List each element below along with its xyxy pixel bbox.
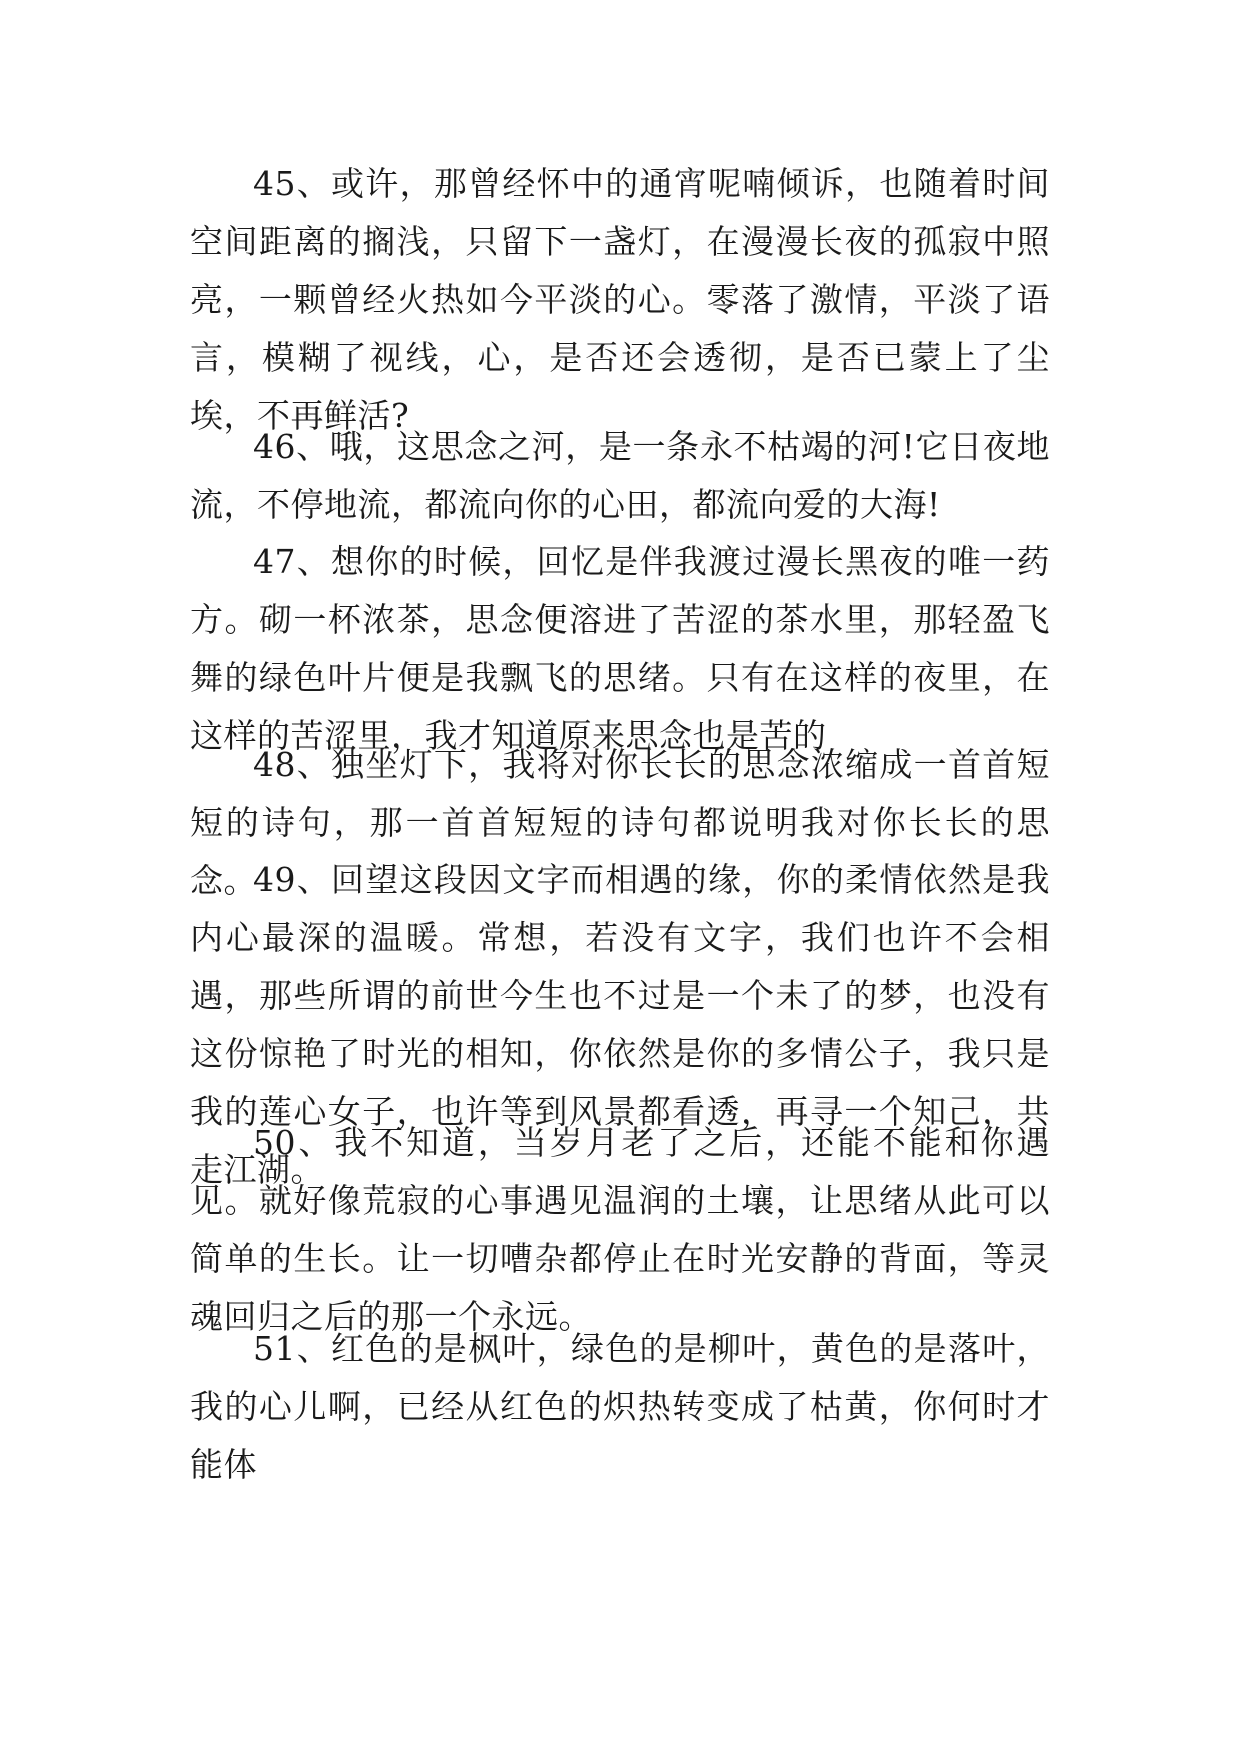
paragraph-46: 46、哦，这思念之河，是一条永不枯竭的河!它日夜地流，不停地流，都流向你的心田，都流向爱的大海!	[190, 427, 1050, 524]
paragraph-49: 49、回望这段因文字而相遇的缘，你的柔情依然是我内心最深的温暖。常想，若没有文字，我们也许不会相遇，那些所谓的前世今生也不过是一个未了的梦，也没有这份惊艳了时光的相知，你依然是你的多情公子，我只是我的莲心女子，也许等到风景都看透，再寻一个知己，共走江湖。	[190, 860, 1050, 1189]
paragraph-45: 45、或许，那曾经怀中的通宵呢喃倾诉，也随着时间空间距离的搁浅，只留下一盏灯，在漫漫长夜的孤寂中照亮，一颗曾经火热如今平淡的心。零落了激情，平淡了语言，模糊了视线，心，是否还会透彻，是否已蒙上了尘埃，不再鲜活?	[190, 164, 1050, 435]
paragraph-50: 50、我不知道，当岁月老了之后，还能不能和你遇见。就好像荒寂的心事遇见温润的土壤，让思绪从此可以简单的生长。让一切嘈杂都停止在时光安静的背面，等灵魂回归之后的那一个永远。	[190, 1123, 1050, 1336]
paragraph-48: 48、独坐灯下，我将对你长长的思念浓缩成一首首短短的诗句，那一首首短短的诗句都说明我对你长长的思念。	[190, 745, 1050, 900]
paragraph-51: 51、红色的是枫叶，绿色的是柳叶，黄色的是落叶，我的心儿啊，已经从红色的炽热转变成了枯黄，你何时才能体	[190, 1329, 1050, 1484]
paragraph-47: 47、想你的时候，回忆是伴我渡过漫长黑夜的唯一药方。砌一杯浓茶，思念便溶进了苦涩的茶水里，那轻盈飞舞的绿色叶片便是我飘飞的思绪。只有在这样的夜里，在这样的苦涩里，我才知道原来思念也是苦的	[190, 542, 1050, 755]
